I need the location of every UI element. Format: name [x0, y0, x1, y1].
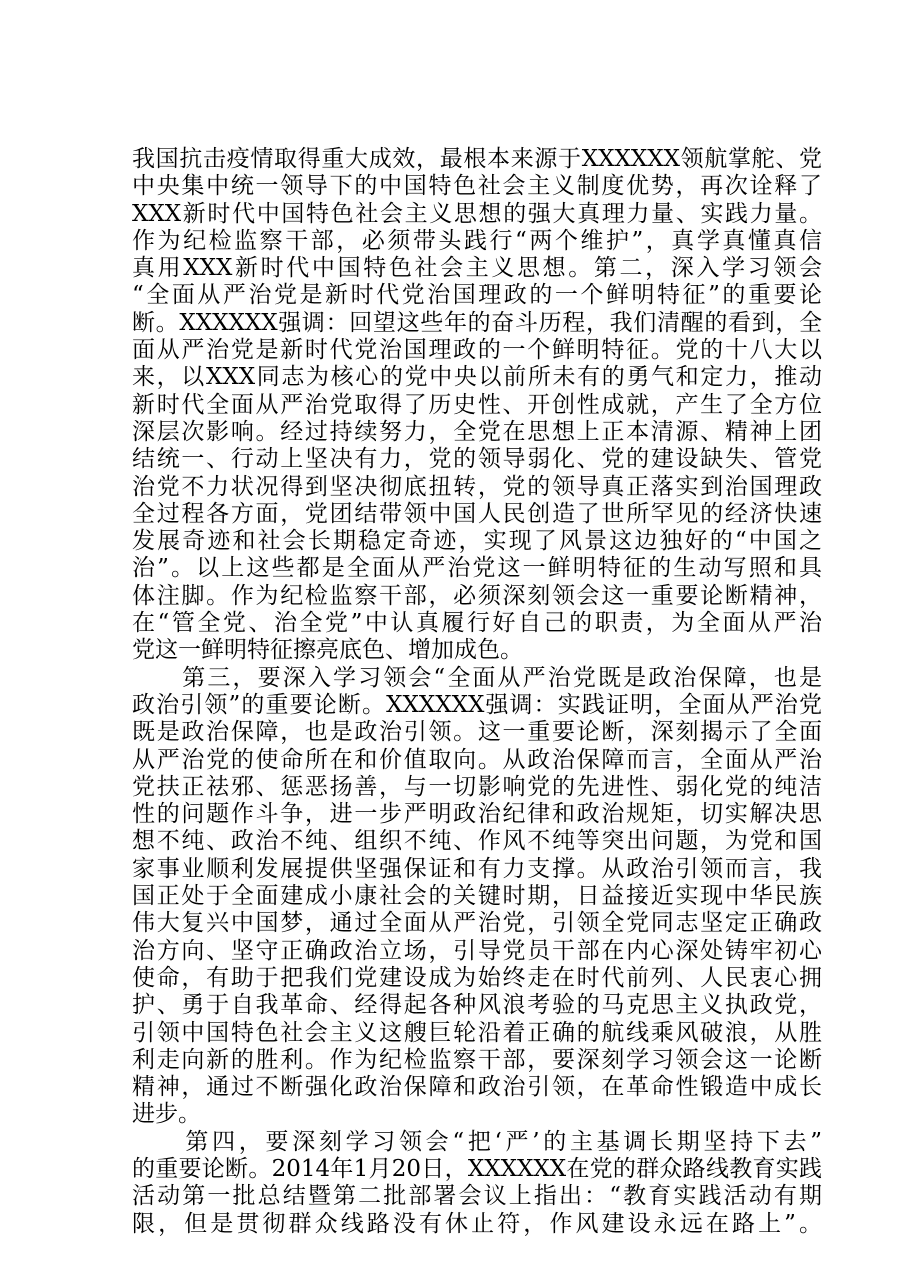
text-line: 进步。: [132, 1101, 201, 1128]
text-line: 治”。以上这些都是全面从严治党这一鲜明特征的生动写照和具: [132, 555, 822, 582]
text-line: 在“管全党、治全党”中认真履行好自己的职责，为全面从严治: [132, 610, 822, 637]
text-line: 第三，要深入学习领会“全面从严治党既是政治保障，也是: [132, 664, 822, 691]
text-line: “全面从严治党是新时代党治国理政的一个鲜明特征”的重要论: [132, 282, 822, 309]
text-line: 既是政治保障，也是政治引领。这一重要论断，深刻揭示了全面: [132, 719, 822, 746]
text-line: 护、勇于自我革命、经得起各种风浪考验的马克思主义执政党，: [132, 992, 822, 1019]
body-text: [132, 146, 822, 1238]
text-line: 性的问题作斗争，进一步严明政治纪律和政治规矩，切实解决思: [132, 801, 822, 828]
text-line: 治党不力状况得到坚决彻底扭转，党的领导真正落实到治国理政: [132, 473, 822, 500]
text-line: 引领中国特色社会主义这艘巨轮沿着正确的航线乘风破浪，从胜: [132, 1019, 822, 1046]
text-line: 国正处于全面建成小康社会的关键时期，日益接近实现中华民族: [132, 883, 822, 910]
text-line: 来，以XXX同志为核心的党中央以前所未有的勇气和定力，推动: [132, 364, 822, 391]
text-line: XXX新时代中国特色社会主义思想的强大真理力量、实践力量。: [132, 200, 822, 227]
text-line: 伟大复兴中国梦，通过全面从严治党，引领全党同志坚定正确政: [132, 910, 822, 937]
text-line: 深层次影响。经过持续努力，全党在思想上正本清源、精神上团: [132, 418, 822, 445]
text-line: 政治引领”的重要论断。XXXXXX强调：实践证明，全面从严治党: [132, 691, 822, 718]
text-line: 真用XXX新时代中国特色社会主义思想。第二，深入学习领会: [132, 255, 822, 282]
text-line: 限，但是贯彻群众线路没有休止符，作风建设永远在路上”。: [132, 1210, 822, 1237]
text-line: 断。XXXXXX强调：回望这些年的奋斗历程，我们清醒的看到，全: [132, 309, 822, 336]
text-line: 想不纯、政治不纯、组织不纯、作风不纯等突出问题，为党和国: [132, 828, 822, 855]
text-line: 家事业顺利发展提供坚强保证和有力支撑。从政治引领而言，我: [132, 855, 822, 882]
text-line: 党扶正祛邪、惩恶扬善，与一切影响党的先进性、弱化党的纯洁: [132, 773, 822, 800]
text-line: 作为纪检监察干部，必须带头践行“两个维护”，真学真懂真信: [132, 227, 822, 254]
text-line: 精神，通过不断强化政治保障和政治引领，在革命性锻造中成长: [132, 1074, 822, 1101]
text-line: 的重要论断。2014年1月20日，XXXXXX在党的群众路线教育实践: [132, 1155, 822, 1182]
text-line: 党这一鲜明特征擦亮底色、增加成色。: [132, 637, 523, 664]
text-line: 利走向新的胜利。作为纪检监察干部，要深刻学习领会这一论断: [132, 1046, 822, 1073]
text-line: 体注脚。作为纪检监察干部，必须深刻领会这一重要论断精神，: [132, 582, 822, 609]
text-line: 新时代全面从严治党取得了历史性、开创性成就，产生了全方位: [132, 391, 822, 418]
text-line: 发展奇迹和社会长期稳定奇迹，实现了风景这边独好的“中国之: [132, 528, 822, 555]
text-line: 使命，有助于把我们党建设成为始终走在时代前列、人民衷心拥: [132, 964, 822, 991]
text-line: 第四，要深刻学习领会“把‘严’的主基调长期坚持下去”: [132, 1128, 822, 1155]
text-line: 治方向、坚守正确政治立场，引导党员干部在内心深处铸牢初心: [132, 937, 822, 964]
text-line: 活动第一批总结暨第二批部署会议上指出：“教育实践活动有期: [132, 1183, 822, 1210]
text-line: 中央集中统一领导下的中国特色社会主义制度优势，再次诠释了: [132, 173, 822, 200]
text-line: 从严治党的使命所在和价值取向。从政治保障而言，全面从严治: [132, 746, 822, 773]
text-line: 我国抗击疫情取得重大成效，最根本来源于XXXXXX领航掌舵、党: [132, 146, 822, 172]
text-line: 全过程各方面，党团结带领中国人民创造了世所罕见的经济快速: [132, 500, 822, 527]
text-line: 结统一、行动上坚决有力，党的领导弱化、党的建设缺失、管党: [132, 446, 822, 473]
text-line: 面从严治党是新时代党治国理政的一个鲜明特征。党的十八大以: [132, 337, 822, 364]
